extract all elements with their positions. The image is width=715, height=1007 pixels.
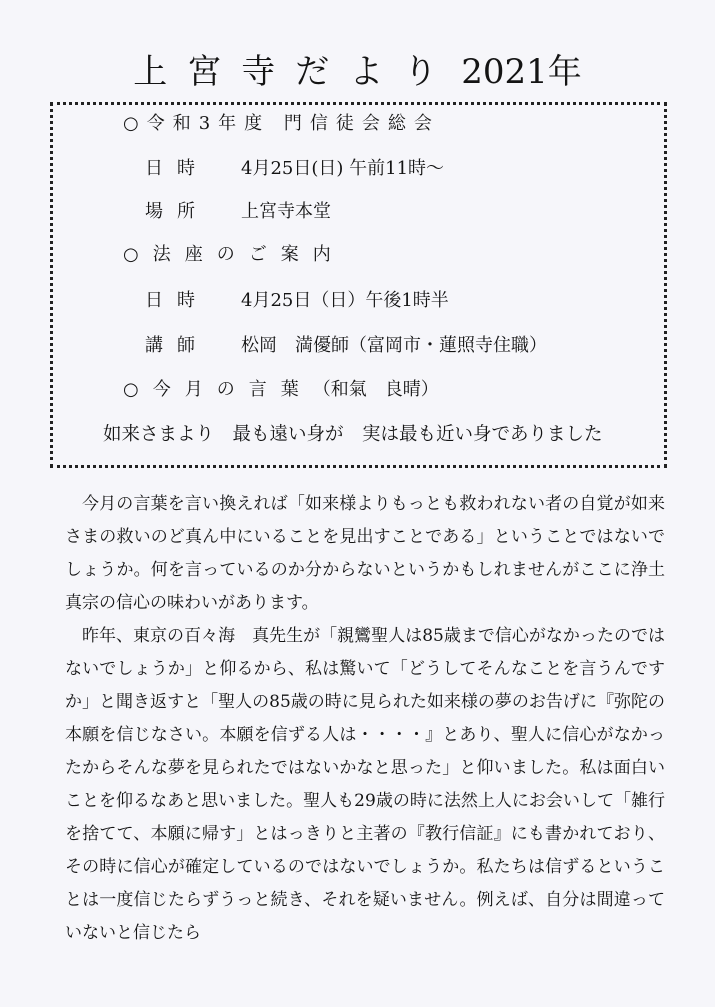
meeting-date-label: 日時	[145, 158, 209, 179]
meeting-place-row	[145, 200, 331, 224]
meeting-date-row	[145, 157, 444, 181]
article-paragraph-1: 今月の言葉を言い換えれば「如来様よりもっとも救われない者の自覚が如来さまの救いのど真ん中にいることを見出すことである」ということではないでしょうか。何を言っているのか分からないというかもしれませんがここに浄土真宗の信心の味わいがあります。	[65, 494, 665, 613]
article-body	[65, 488, 665, 950]
meeting-date-value: 4月25日(日) 午前11時～	[241, 158, 445, 179]
meeting-place-value: 上宮寺本堂	[241, 201, 331, 222]
words-row	[123, 378, 439, 402]
newsletter-name: 上宮寺だより	[133, 52, 458, 92]
sermon-date-value: 4月25日（日）午後1時半	[241, 290, 449, 311]
sermon-date-label: 日時	[145, 290, 209, 311]
sermon-heading: ○法座のご案内	[123, 244, 345, 265]
sermon-lecturer-label: 講師	[145, 335, 209, 356]
newsletter-year: 2021年	[461, 52, 582, 92]
sermon-date-row	[145, 289, 449, 313]
newsletter-title	[0, 50, 715, 94]
sermon-lecturer-value: 松岡 満優師（富岡市・蓮照寺住職）	[241, 335, 547, 356]
words-quote: 如来さまより 最も遠い身が 実は最も近い身でありました	[103, 424, 603, 445]
sermon-lecturer-row	[145, 334, 547, 358]
words-author: （和氣 良晴）	[312, 379, 439, 400]
article-paragraph-2: 昨年、東京の百々海 真先生が「親鸞聖人は85歳まで信心がなかったのではないでしょうか」と仰るから、私は驚いて「どうしてそんなことを言うんですか」と聞き返すと「聖人の85歳の時に見られた如来様の夢のお告げに『弥陀の本願を信じなさい。本願を信ずる人は・・・・』とあり、聖人に信心がなかったからそんな夢を見られたではないかなと思った」と仰いました。私は面白いことを仰るなあと思いました。聖人も29歳の時に法然上人にお会いして「雑行を捨てて、本願に帰す」とはっきりと主著の『教行信証』にも書かれており、その時に信心が確定しているのではないでしょうか。私たちは信ずるということは一度信じたらずうっと続き、それを疑いません。例えば、自分は間違っていないと信じたら	[65, 626, 665, 943]
words-heading: ○今月の言葉	[123, 379, 313, 400]
meeting-heading: ○令和3年度 門信徒会総会	[123, 113, 440, 134]
meeting-place-label: 場所	[145, 201, 209, 222]
